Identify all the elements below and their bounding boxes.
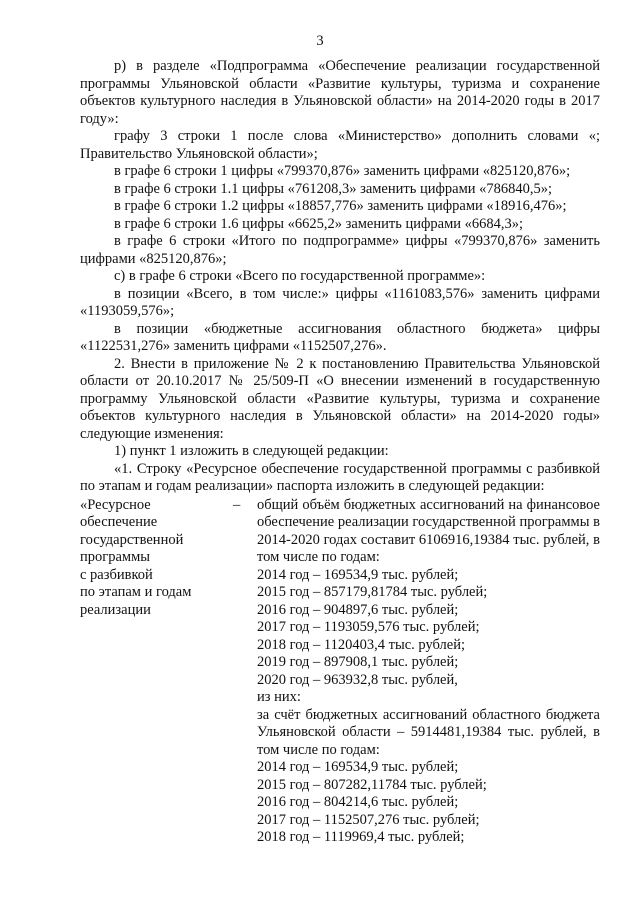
- paragraph-subprogram: р) в разделе «Подпрограмма «Обеспечение реализации государственной программы Ульяновской области «Развитие культуры, туризма и сохранение объектов культурного наследия в Ульяновской области» на 2014-2020 годы в 2017 году»:: [80, 58, 600, 127]
- resource-label: [80, 497, 230, 620]
- resource-label-line: программы: [80, 549, 150, 565]
- paragraph-column3: графу 3 строки 1 после слова «Министерство» дополнить словами «; Правительство Ульяновской области»;: [80, 128, 600, 162]
- resource-values: [257, 497, 600, 847]
- paragraph-row-resource: «1. Строку «Ресурсное обеспечение государственной программы с разбивкой по этапам и годам реализации» паспорта изложить в следующей редакции:: [80, 460, 600, 494]
- paragraph-row1-6: в графе 6 строки 1.6 цифры «6625,2» заменить цифрами «6684,3»;: [114, 215, 524, 232]
- resource-label-line: обеспечение: [80, 514, 158, 530]
- regional-intro: за счёт бюджетных ассигнований областного бюджета Ульяновской области – 5914481,19384 тыс. рублей, в том числе по годам:: [257, 706, 600, 758]
- year-total-item: 2015 год – 857179,81784 тыс. рублей;: [257, 584, 488, 600]
- paragraph-position-budget: в позиции «бюджетные ассигнования областного бюджета» цифры «1122531,276» заменить цифрами «1152507,276».: [80, 320, 600, 354]
- year-total-item: 2014 год – 169534,9 тыс. рублей;: [257, 566, 459, 583]
- paragraph-row1: в графе 6 строки 1 цифры «799370,876» заменить цифрами «825120,876»;: [114, 163, 571, 179]
- paragraph-row1-1: в графе 6 строки 1.1 цифры «761208,3» заменить цифрами «786840,5»;: [114, 180, 553, 197]
- year-regional-item: 2016 год – 804214,6 тыс. рублей;: [257, 794, 459, 810]
- of-them-label: из них:: [257, 689, 301, 705]
- paragraph-position-total: в позиции «Всего, в том числе:» цифры «1161083,576» заменить цифрами «1193059,576»;: [80, 285, 600, 319]
- document-body: [80, 58, 600, 847]
- year-total-item: 2018 год – 1120403,4 тыс. рублей;: [257, 636, 465, 653]
- paragraph-appendix2: 2. Внести в приложение № 2 к постановлению Правительства Ульяновской области от 20.10.2017 № 25/509-П «О внесении изменений в государственную программу Ульяновской области «Развитие культуры, туризма и сохранение объектов культурного наследия в Ульяновской области» на 2014-2020 годы» следующие изменения:: [80, 355, 600, 442]
- page-number: 3: [316, 33, 324, 49]
- year-regional-item: 2017 год – 1152507,276 тыс. рублей;: [257, 811, 480, 828]
- resource-label-line: реализации: [80, 601, 151, 618]
- year-total-item: 2016 год – 904897,6 тыс. рублей;: [257, 601, 459, 618]
- year-regional-item: 2018 год – 1119969,4 тыс. рублей;: [257, 829, 465, 845]
- year-regional-item: 2014 год – 169534,9 тыс. рублей;: [257, 759, 459, 775]
- paragraph-point1: 1) пункт 1 изложить в следующей редакции:: [114, 443, 389, 459]
- year-total-item: 2019 год – 897908,1 тыс. рублей;: [257, 654, 459, 670]
- resource-label-line: по этапам и годам: [80, 584, 192, 600]
- year-total-item: 2017 год – 1193059,576 тыс. рублей;: [257, 619, 480, 635]
- paragraph-row1-2: в графе 6 строки 1.2 цифры «18857,776» заменить цифрами «18916,476»;: [114, 198, 567, 214]
- year-regional-item: 2015 год – 807282,11784 тыс. рублей;: [257, 776, 487, 793]
- resource-label-line: государственной: [80, 531, 184, 548]
- paragraph-total-program: с) в графе 6 строки «Всего по государственной программе»:: [114, 268, 486, 284]
- resource-dash: –: [233, 496, 241, 513]
- paragraph-total-subprogram: в графе 6 строки «Итого по подпрограмме» цифры «799370,876» заменить цифрами «825120,876»;: [80, 233, 600, 267]
- year-total-item: 2020 год – 963932,8 тыс. рублей,: [257, 671, 458, 688]
- resource-label-line: «Ресурсное: [80, 496, 151, 513]
- resource-intro: общий объём бюджетных ассигнований на финансовое обеспечение реализации государственной программы в 2014-2020 годах составит 6106916,19384 тыс. рублей, в том числе по годам:: [257, 496, 600, 565]
- resource-table: [80, 497, 600, 847]
- resource-label-line: с разбивкой: [80, 566, 153, 583]
